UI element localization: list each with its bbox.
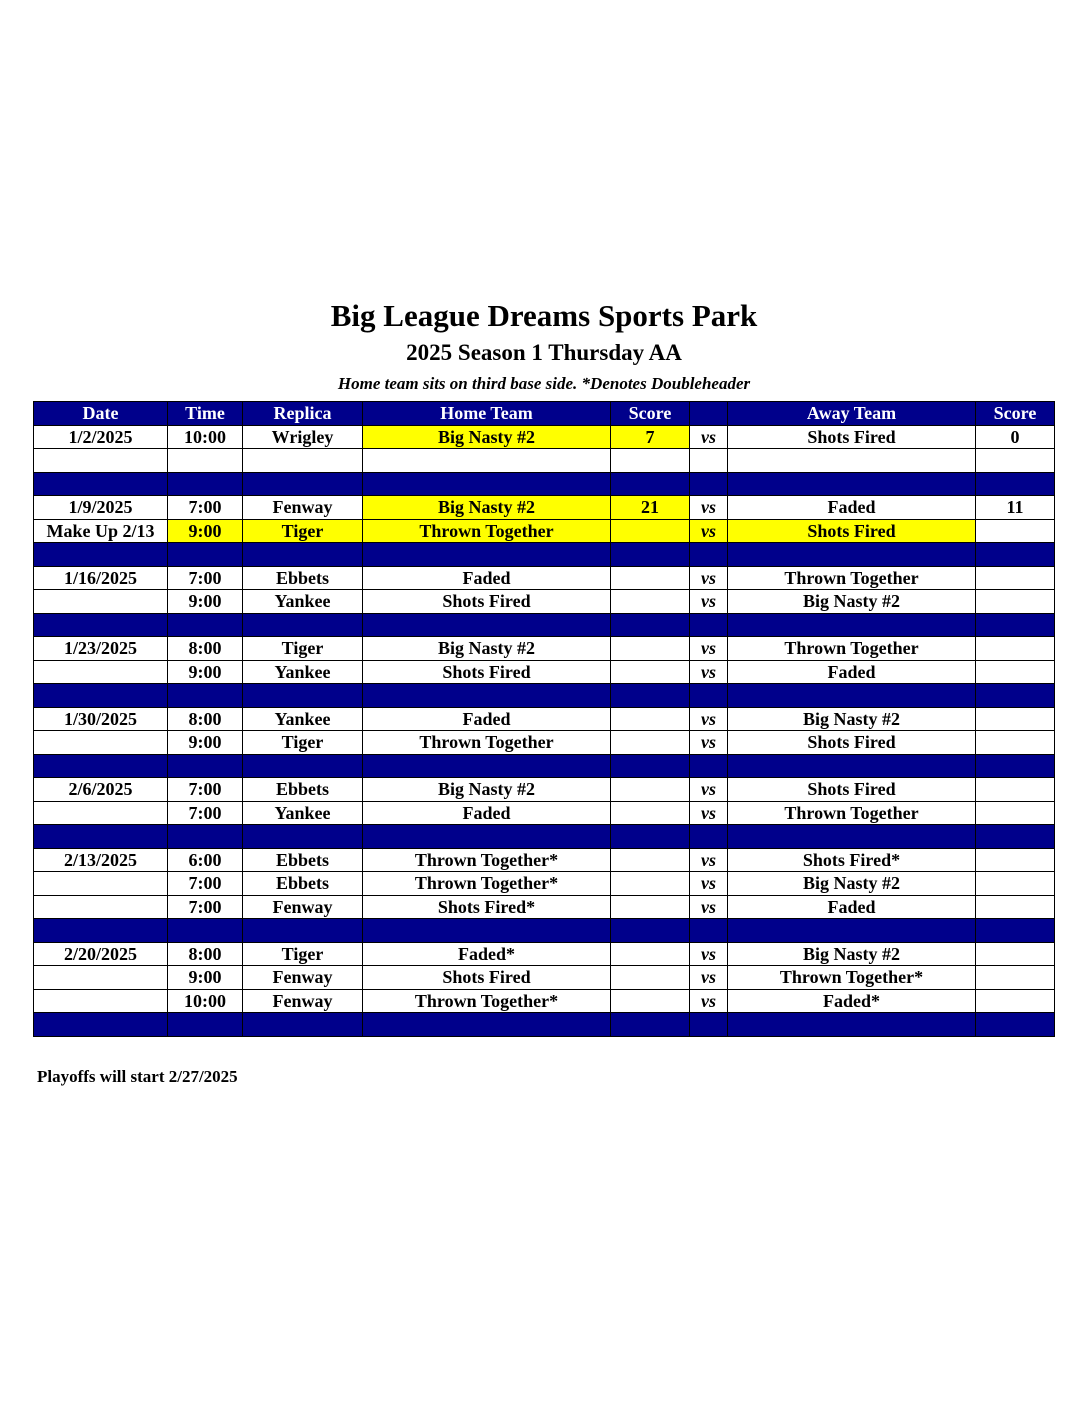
away-score-cell: [976, 1013, 1055, 1037]
home-score-cell: [611, 543, 690, 567]
header-away-team: Away Team: [728, 402, 976, 426]
header-date: Date: [34, 402, 168, 426]
time-cell: [168, 754, 243, 778]
schedule-body: [34, 425, 1055, 1036]
vs-cell: [690, 472, 728, 496]
away-team-cell: [728, 472, 976, 496]
away-team-cell: Faded: [728, 496, 976, 520]
date-cell: [34, 895, 168, 919]
date-cell: [34, 590, 168, 614]
time-cell: 7:00: [168, 496, 243, 520]
home-score-cell: [611, 660, 690, 684]
replica-cell: Fenway: [243, 966, 363, 990]
replica-cell: Ebbets: [243, 872, 363, 896]
time-cell: 8:00: [168, 942, 243, 966]
away-team-cell: Big Nasty #2: [728, 942, 976, 966]
away-score-cell: [976, 942, 1055, 966]
week-separator-row: [34, 754, 1055, 778]
away-team-cell: [728, 754, 976, 778]
time-cell: 7:00: [168, 801, 243, 825]
replica-cell: Fenway: [243, 989, 363, 1013]
away-score-cell: [976, 660, 1055, 684]
home-team-cell: Shots Fired: [363, 966, 611, 990]
replica-cell: Fenway: [243, 895, 363, 919]
away-team-cell: Thrown Together: [728, 637, 976, 661]
date-cell: [34, 613, 168, 637]
replica-cell: Tiger: [243, 731, 363, 755]
vs-cell: [690, 613, 728, 637]
replica-cell: Yankee: [243, 801, 363, 825]
table-row: [34, 942, 1055, 966]
schedule-note: Home team sits on third base side. *Denotes Doubleheader: [337, 374, 751, 393]
date-cell: [34, 660, 168, 684]
date-cell: [34, 801, 168, 825]
home-team-cell: Faded: [363, 566, 611, 590]
time-cell: 9:00: [168, 660, 243, 684]
vs-cell: vs: [690, 637, 728, 661]
home-team-cell: Shots Fired*: [363, 895, 611, 919]
home-score-cell: [611, 566, 690, 590]
home-score-cell: 21: [611, 496, 690, 520]
away-team-cell: [728, 919, 976, 943]
table-row: [34, 637, 1055, 661]
home-team-cell: Big Nasty #2: [363, 425, 611, 449]
vs-cell: vs: [690, 989, 728, 1013]
away-team-cell: Faded: [728, 895, 976, 919]
home-team-cell: Shots Fired: [363, 660, 611, 684]
away-score-cell: [976, 895, 1055, 919]
table-row: [34, 778, 1055, 802]
date-cell: [34, 731, 168, 755]
vs-cell: vs: [690, 872, 728, 896]
time-cell: [168, 543, 243, 567]
vs-cell: vs: [690, 519, 728, 543]
replica-cell: Wrigley: [243, 425, 363, 449]
vs-cell: vs: [690, 848, 728, 872]
replica-cell: [243, 449, 363, 473]
replica-cell: [243, 472, 363, 496]
vs-cell: [690, 543, 728, 567]
date-cell: [34, 825, 168, 849]
home-team-cell: Thrown Together*: [363, 872, 611, 896]
away-score-cell: [976, 966, 1055, 990]
time-cell: [168, 919, 243, 943]
header-time: Time: [168, 402, 243, 426]
vs-cell: [690, 754, 728, 778]
table-row: [34, 848, 1055, 872]
vs-cell: [690, 1013, 728, 1037]
table-row: [34, 801, 1055, 825]
home-team-cell: Faded: [363, 707, 611, 731]
away-score-cell: [976, 848, 1055, 872]
home-score-cell: [611, 449, 690, 473]
vs-cell: vs: [690, 966, 728, 990]
away-score-cell: [976, 637, 1055, 661]
date-cell: 2/6/2025: [34, 778, 168, 802]
home-score-cell: [611, 684, 690, 708]
away-team-cell: Shots Fired: [728, 519, 976, 543]
away-score-cell: [976, 684, 1055, 708]
away-team-cell: Thrown Together: [728, 566, 976, 590]
replica-cell: Tiger: [243, 519, 363, 543]
vs-cell: vs: [690, 707, 728, 731]
vs-cell: vs: [690, 942, 728, 966]
away-score-cell: [976, 731, 1055, 755]
date-cell: [34, 989, 168, 1013]
away-score-cell: [976, 872, 1055, 896]
home-score-cell: [611, 919, 690, 943]
date-cell: [34, 1013, 168, 1037]
table-row: [34, 566, 1055, 590]
away-score-cell: [976, 449, 1055, 473]
home-score-cell: [611, 754, 690, 778]
header-home-score: Score: [611, 402, 690, 426]
away-team-cell: Faded: [728, 660, 976, 684]
time-cell: [168, 449, 243, 473]
home-score-cell: [611, 613, 690, 637]
date-cell: [34, 872, 168, 896]
page-subtitle: 2025 Season 1 Thursday AA: [406, 340, 682, 365]
date-cell: [34, 966, 168, 990]
away-score-cell: [976, 825, 1055, 849]
date-cell: Make Up 2/13: [34, 519, 168, 543]
week-separator-row: [34, 919, 1055, 943]
home-score-cell: [611, 942, 690, 966]
home-team-cell: Thrown Together: [363, 519, 611, 543]
home-team-cell: Thrown Together*: [363, 848, 611, 872]
away-score-cell: [976, 613, 1055, 637]
away-team-cell: [728, 1013, 976, 1037]
time-cell: 7:00: [168, 566, 243, 590]
away-team-cell: Thrown Together*: [728, 966, 976, 990]
home-team-cell: [363, 543, 611, 567]
vs-cell: vs: [690, 660, 728, 684]
away-team-cell: Shots Fired: [728, 731, 976, 755]
date-cell: [34, 472, 168, 496]
home-score-cell: [611, 895, 690, 919]
replica-cell: Yankee: [243, 660, 363, 684]
replica-cell: Ebbets: [243, 848, 363, 872]
away-score-cell: [976, 566, 1055, 590]
date-cell: 1/30/2025: [34, 707, 168, 731]
replica-cell: [243, 825, 363, 849]
away-score-cell: [976, 989, 1055, 1013]
header-home-team: Home Team: [363, 402, 611, 426]
time-cell: 9:00: [168, 966, 243, 990]
header-vs: [690, 402, 728, 426]
vs-cell: [690, 919, 728, 943]
away-team-cell: [728, 825, 976, 849]
replica-cell: [243, 754, 363, 778]
table-row: [34, 496, 1055, 520]
replica-cell: [243, 919, 363, 943]
time-cell: [168, 1013, 243, 1037]
home-team-cell: [363, 613, 611, 637]
playoffs-note: Playoffs will start 2/27/2025: [37, 1067, 238, 1086]
home-score-cell: [611, 848, 690, 872]
home-score-cell: [611, 590, 690, 614]
vs-cell: [690, 684, 728, 708]
home-team-cell: [363, 754, 611, 778]
table-row: [34, 966, 1055, 990]
table-row: [34, 989, 1055, 1013]
home-team-cell: [363, 472, 611, 496]
home-score-cell: [611, 825, 690, 849]
time-cell: 10:00: [168, 989, 243, 1013]
away-score-cell: [976, 919, 1055, 943]
vs-cell: [690, 825, 728, 849]
time-cell: 6:00: [168, 848, 243, 872]
table-row: [34, 425, 1055, 449]
away-score-cell: [976, 472, 1055, 496]
time-cell: [168, 613, 243, 637]
home-team-cell: Big Nasty #2: [363, 496, 611, 520]
table-row: [34, 519, 1055, 543]
time-cell: 9:00: [168, 731, 243, 755]
home-team-cell: [363, 825, 611, 849]
away-team-cell: [728, 613, 976, 637]
table-row: [34, 660, 1055, 684]
time-cell: 7:00: [168, 872, 243, 896]
page-title: Big League Dreams Sports Park: [330, 298, 758, 333]
away-score-cell: [976, 801, 1055, 825]
away-team-cell: [728, 684, 976, 708]
week-separator-row: [34, 825, 1055, 849]
away-score-cell: [976, 754, 1055, 778]
home-team-cell: Big Nasty #2: [363, 637, 611, 661]
week-separator-row: [34, 543, 1055, 567]
table-row: [34, 590, 1055, 614]
time-cell: 8:00: [168, 637, 243, 661]
away-team-cell: Shots Fired: [728, 778, 976, 802]
away-team-cell: Big Nasty #2: [728, 590, 976, 614]
away-score-cell: [976, 590, 1055, 614]
home-score-cell: [611, 731, 690, 755]
home-team-cell: Faded: [363, 801, 611, 825]
header-away-score: Score: [976, 402, 1055, 426]
replica-cell: Ebbets: [243, 566, 363, 590]
home-team-cell: [363, 449, 611, 473]
date-cell: [34, 543, 168, 567]
header-replica: Replica: [243, 402, 363, 426]
home-score-cell: [611, 966, 690, 990]
replica-cell: Ebbets: [243, 778, 363, 802]
date-cell: [34, 684, 168, 708]
vs-cell: vs: [690, 801, 728, 825]
vs-cell: vs: [690, 566, 728, 590]
table-row: [34, 872, 1055, 896]
time-cell: [168, 825, 243, 849]
home-score-cell: [611, 707, 690, 731]
home-team-cell: Thrown Together*: [363, 989, 611, 1013]
away-score-cell: 0: [976, 425, 1055, 449]
table-row: [34, 707, 1055, 731]
away-team-cell: Shots Fired*: [728, 848, 976, 872]
time-cell: 7:00: [168, 778, 243, 802]
away-score-cell: [976, 778, 1055, 802]
week-separator-row: [34, 684, 1055, 708]
home-score-cell: 7: [611, 425, 690, 449]
vs-cell: vs: [690, 496, 728, 520]
replica-cell: [243, 1013, 363, 1037]
replica-cell: Yankee: [243, 590, 363, 614]
replica-cell: [243, 543, 363, 567]
time-cell: [168, 684, 243, 708]
away-team-cell: Thrown Together: [728, 801, 976, 825]
home-team-cell: [363, 919, 611, 943]
date-cell: 2/20/2025: [34, 942, 168, 966]
away-score-cell: [976, 519, 1055, 543]
time-cell: 9:00: [168, 590, 243, 614]
away-team-cell: [728, 543, 976, 567]
date-cell: 1/2/2025: [34, 425, 168, 449]
vs-cell: vs: [690, 895, 728, 919]
week-separator-row: [34, 472, 1055, 496]
away-team-cell: Faded*: [728, 989, 976, 1013]
replica-cell: [243, 684, 363, 708]
home-score-cell: [611, 872, 690, 896]
time-cell: 7:00: [168, 895, 243, 919]
home-score-cell: [611, 778, 690, 802]
replica-cell: Fenway: [243, 496, 363, 520]
home-score-cell: [611, 989, 690, 1013]
date-cell: 1/9/2025: [34, 496, 168, 520]
vs-cell: vs: [690, 731, 728, 755]
table-row: [34, 895, 1055, 919]
away-score-cell: [976, 543, 1055, 567]
replica-cell: Yankee: [243, 707, 363, 731]
date-cell: 1/23/2025: [34, 637, 168, 661]
away-team-cell: Big Nasty #2: [728, 872, 976, 896]
time-cell: 10:00: [168, 425, 243, 449]
table-header-row: [34, 402, 1055, 426]
vs-cell: vs: [690, 425, 728, 449]
home-team-cell: Shots Fired: [363, 590, 611, 614]
away-team-cell: [728, 449, 976, 473]
away-score-cell: 11: [976, 496, 1055, 520]
home-score-cell: [611, 519, 690, 543]
home-score-cell: [611, 801, 690, 825]
time-cell: 8:00: [168, 707, 243, 731]
away-score-cell: [976, 707, 1055, 731]
vs-cell: vs: [690, 778, 728, 802]
home-score-cell: [611, 472, 690, 496]
week-separator-row: [34, 613, 1055, 637]
home-team-cell: Big Nasty #2: [363, 778, 611, 802]
date-cell: [34, 754, 168, 778]
away-team-cell: Big Nasty #2: [728, 707, 976, 731]
replica-cell: Tiger: [243, 637, 363, 661]
table-row: [34, 731, 1055, 755]
home-score-cell: [611, 637, 690, 661]
week-separator-row: [34, 1013, 1055, 1037]
time-cell: 9:00: [168, 519, 243, 543]
away-team-cell: Shots Fired: [728, 425, 976, 449]
home-team-cell: [363, 684, 611, 708]
home-score-cell: [611, 1013, 690, 1037]
home-team-cell: Faded*: [363, 942, 611, 966]
date-cell: 1/16/2025: [34, 566, 168, 590]
schedule-table: [33, 401, 1055, 1037]
date-cell: [34, 449, 168, 473]
time-cell: [168, 472, 243, 496]
blank-row: [34, 449, 1055, 473]
home-team-cell: Thrown Together: [363, 731, 611, 755]
replica-cell: Tiger: [243, 942, 363, 966]
home-team-cell: [363, 1013, 611, 1037]
vs-cell: [690, 449, 728, 473]
date-cell: [34, 919, 168, 943]
date-cell: 2/13/2025: [34, 848, 168, 872]
vs-cell: vs: [690, 590, 728, 614]
replica-cell: [243, 613, 363, 637]
